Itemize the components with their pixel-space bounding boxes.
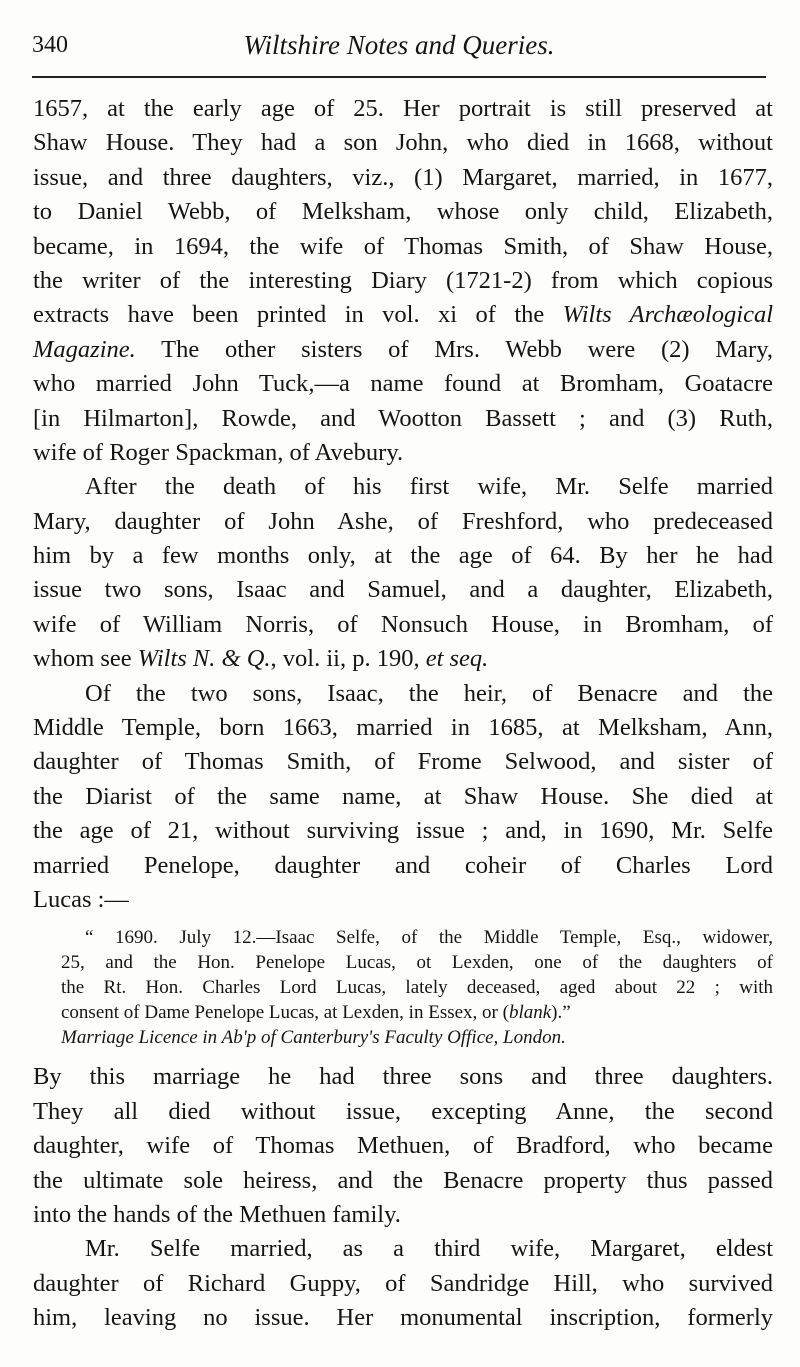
paragraph	[33, 470, 773, 676]
paragraph	[33, 92, 773, 470]
text-line	[33, 195, 773, 229]
text-span: wife of Roger Spackman, of Avebury.	[33, 438, 404, 466]
text-line	[33, 333, 773, 367]
text-line	[33, 1060, 773, 1094]
text-line	[61, 950, 773, 975]
italic-text: Wilts Archæological	[562, 301, 774, 329]
text-line	[33, 849, 773, 883]
text-span: daughter of Thomas Smith, of Frome Selwood, and sister of	[33, 748, 773, 776]
paragraph	[33, 677, 773, 918]
text-line	[33, 161, 773, 195]
italic-text: Marriage Licence in Ab'p of Canterbury's Faculty Office, London.	[61, 1027, 566, 1049]
text-line	[33, 505, 773, 539]
text-line	[33, 470, 773, 504]
text-span: Lucas :—	[33, 885, 129, 913]
text-span: the Rt. Hon. Charles Lord Lucas, lately deceased, aged about 22 ; with	[61, 977, 773, 999]
italic-text: Wilts N. & Q.	[137, 645, 271, 673]
text-span: the writer of the interesting Diary (1721-2) from which copious	[33, 266, 773, 294]
text-span: became, in 1694, the wife of Thomas Smith, of Shaw House,	[33, 232, 773, 260]
text-span: Mary, daughter of John Ashe, of Freshford, who predeceased	[33, 507, 773, 535]
text-span: They all died without issue, excepting Anne, the second	[33, 1097, 773, 1125]
text-line	[33, 1129, 773, 1163]
text-span: , vol. ii, p. 190,	[270, 645, 426, 673]
text-span: Mr. Selfe married, as a third wife, Margaret, eldest	[85, 1235, 773, 1263]
text-span: to Daniel Webb, of Melksham, whose only child, Elizabeth,	[33, 198, 773, 226]
text-line	[61, 975, 773, 1000]
text-line	[33, 298, 773, 332]
text-span: ).”	[551, 1002, 571, 1024]
text-span: After the death of his first wife, Mr. Selfe married	[85, 473, 773, 501]
text-span: [in Hilmarton], Rowde, and Wootton Bassett ; and (3) Ruth,	[33, 404, 773, 432]
text-span: Of the two sons, Isaac, the heir, of Benacre and the	[85, 679, 773, 707]
text-line	[33, 711, 773, 745]
text-span: Shaw House. They had a son John, who died in 1668, without	[33, 129, 773, 157]
paragraph	[33, 1060, 773, 1232]
text-line	[33, 264, 773, 298]
text-line	[33, 1198, 773, 1232]
text-line	[33, 1232, 773, 1266]
text-span: wife of William Norris, of Nonsuch House, in Bromham, of	[33, 610, 773, 638]
text-span: the age of 21, without surviving issue ; and, in 1690, Mr. Selfe	[33, 817, 773, 845]
text-line	[33, 573, 773, 607]
text-span: extracts have been printed in vol. xi of the	[33, 301, 563, 329]
text-line	[61, 1025, 773, 1050]
page-number: 340	[32, 32, 68, 58]
text-span: daughter of Richard Guppy, of Sandridge Hill, who survived	[33, 1269, 773, 1297]
text-span: the Diarist of the same name, at Shaw House. She died at	[33, 782, 773, 810]
text-line	[33, 608, 773, 642]
text-line	[61, 1000, 773, 1025]
text-line	[33, 883, 773, 917]
text-line	[33, 814, 773, 848]
quoted-marriage-licence	[33, 925, 773, 1050]
text-span: By this marriage he had three sons and three daughters.	[33, 1063, 773, 1091]
text-span: him, leaving no issue. Her monumental inscription, formerly	[33, 1304, 773, 1332]
paragraph	[33, 1232, 773, 1335]
italic-text: blank	[508, 1002, 552, 1024]
text-span: issue two sons, Isaac and Samuel, and a daughter, Elizabeth,	[33, 576, 773, 604]
text-span: the ultimate sole heiress, and the Benacre property thus passed	[33, 1166, 773, 1194]
text-line	[33, 642, 773, 676]
text-line	[33, 539, 773, 573]
text-span: Middle Temple, born 1663, married in 1685, at Melksham, Ann,	[33, 714, 773, 742]
text-line	[33, 436, 773, 470]
text-line	[61, 925, 773, 950]
italic-text: et seq.	[425, 645, 489, 673]
text-span: him by a few months only, at the age of 64. By her he had	[33, 542, 773, 570]
text-line	[33, 677, 773, 711]
text-line	[33, 402, 773, 436]
text-line	[33, 1095, 773, 1129]
text-span: issue, and three daughters, viz., (1) Margaret, married, in 1677,	[33, 163, 773, 191]
text-span: married Penelope, daughter and coheir of Charles Lord	[33, 851, 773, 879]
page-header	[32, 28, 766, 68]
text-span: 25, and the Hon. Penelope Lucas, ot Lexden, one of the daughters of	[61, 952, 773, 974]
text-span: consent of Dame Penelope Lucas, at Lexden, in Essex, or (	[61, 1002, 509, 1024]
text-line	[33, 780, 773, 814]
italic-text: Magazine.	[33, 335, 136, 363]
text-line	[33, 230, 773, 264]
text-span: 1657, at the early age of 25. Her portrait is still preserved at	[33, 95, 773, 122]
text-line	[33, 1301, 773, 1335]
text-span: daughter, wife of Thomas Methuen, of Bradford, who became	[33, 1132, 773, 1160]
text-span: whom see	[33, 645, 138, 673]
text-span: into the hands of the Methuen family.	[33, 1200, 401, 1228]
text-span: “ 1690. July 12.—Isaac Selfe, of the Middle Temple, Esq., widower,	[85, 927, 773, 949]
text-line	[33, 745, 773, 779]
text-line	[33, 92, 773, 126]
header-rule	[32, 76, 766, 78]
text-line	[33, 126, 773, 160]
body-text	[33, 92, 773, 1336]
text-line	[33, 1267, 773, 1301]
running-title: Wiltshire Notes and Queries.	[243, 30, 555, 60]
text-line	[33, 1164, 773, 1198]
text-span: who married John Tuck,—a name found at Bromham, Goatacre	[33, 370, 773, 398]
text-line	[33, 367, 773, 401]
text-span: The other sisters of Mrs. Webb were (2) Mary,	[135, 335, 773, 363]
